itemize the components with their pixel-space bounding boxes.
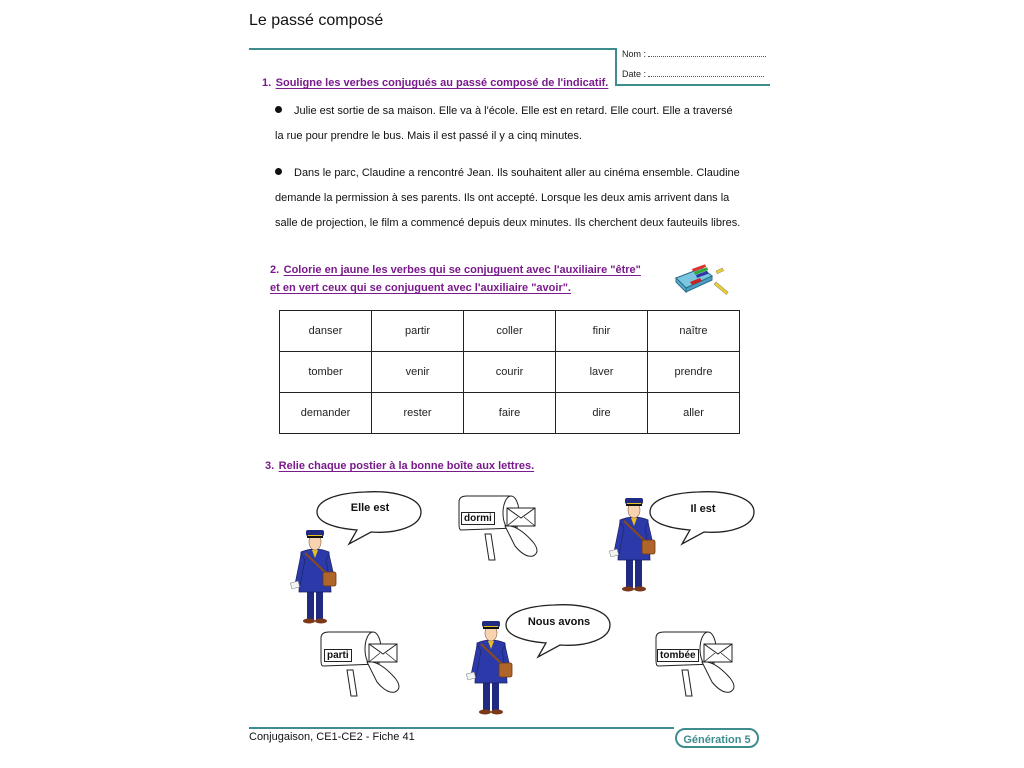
- mailbox[interactable]: [455, 494, 547, 564]
- table-row: [280, 311, 740, 352]
- paragraph-line: demande la permission à ses parents. Ils ont accepté. Lorsque les deux amis arrivent dans la: [275, 192, 730, 204]
- verb-cell[interactable]: venir: [372, 352, 464, 393]
- paragraph-line: la rue pour prendre le bus. Mais il est passé il y a cinq minutes.: [275, 130, 582, 142]
- paragraph-line: salle de projection, le film a commencé depuis deux minutes. Ils cherchent deux fauteuils libres.: [275, 217, 741, 229]
- verb-cell[interactable]: aller: [648, 393, 740, 434]
- name-dotted-line: [648, 48, 766, 57]
- speech-bubble: [648, 490, 758, 546]
- verb-cell[interactable]: naître: [648, 311, 740, 352]
- speech-bubble: [504, 603, 614, 659]
- exercise-1-number: 1.: [262, 77, 272, 89]
- speech-text: Il est: [690, 503, 716, 515]
- header-divider: [249, 48, 617, 50]
- brand-badge: Génération 5: [675, 728, 759, 748]
- speech-bubble: [315, 490, 425, 546]
- paragraph-line: Dans le parc, Claudine a rencontré Jean. Ils souhaitent aller au cinéma ensemble. Claudine: [294, 167, 740, 179]
- date-label: Date :: [622, 69, 647, 79]
- mailbox-icon: [652, 630, 744, 700]
- exercise-2-instruction-line-2: et en vert ceux qui se conjuguent avec l'auxiliaire "avoir".: [270, 282, 571, 294]
- verb-cell[interactable]: prendre: [648, 352, 740, 393]
- header-box-left-border: [615, 48, 617, 86]
- exercise-1-instruction: Souligne les verbes conjugués au passé composé de l'indicatif.: [275, 77, 609, 89]
- footer-divider: [249, 727, 674, 729]
- verb-cell[interactable]: finir: [556, 311, 648, 352]
- exercise-2-instruction-line-1: Colorie en jaune les verbes qui se conjuguent avec l'auxiliaire "être": [283, 264, 641, 276]
- bullet-icon: [275, 168, 282, 175]
- date-dotted-line: [648, 68, 764, 77]
- speech-text: Nous avons: [527, 616, 591, 628]
- speech-bubble-shape: [648, 490, 758, 546]
- bullet-icon: [275, 106, 282, 113]
- paragraph-line: Julie est sortie de sa maison. Elle va à l'école. Elle est en retard. Elle court. Elle a traversé: [294, 105, 733, 117]
- speech-text: Elle est: [350, 502, 390, 514]
- verb-cell[interactable]: demander: [280, 393, 372, 434]
- verb-cell[interactable]: faire: [464, 393, 556, 434]
- exercise-1-paragraph-2: [275, 161, 775, 236]
- verb-cell[interactable]: courir: [464, 352, 556, 393]
- exercise-1-paragraph-1: [275, 99, 775, 149]
- mailbox-label: dormi: [461, 512, 495, 525]
- date-field[interactable]: [622, 68, 764, 79]
- mailbox-label: parti: [324, 649, 352, 662]
- verbs-table: [279, 310, 740, 434]
- name-label: Nom :: [622, 49, 647, 59]
- verb-cell[interactable]: dire: [556, 393, 648, 434]
- exercise-3-heading: [265, 456, 534, 474]
- name-field[interactable]: [622, 48, 766, 59]
- speech-bubble-shape: [504, 603, 614, 659]
- verb-cell[interactable]: danser: [280, 311, 372, 352]
- exercise-2-heading: [270, 260, 641, 296]
- mailbox-icon: [455, 494, 547, 564]
- exercise-1-heading: [262, 73, 608, 91]
- verb-cell[interactable]: coller: [464, 311, 556, 352]
- exercise-2-number: 2.: [270, 264, 280, 276]
- table-row: [280, 352, 740, 393]
- footer-text: Conjugaison, CE1-CE2 - Fiche 41: [249, 731, 415, 743]
- table-row: [280, 393, 740, 434]
- exercise-3-instruction: Relie chaque postier à la bonne boîte aux lettres.: [278, 460, 535, 472]
- verb-cell[interactable]: partir: [372, 311, 464, 352]
- mailbox-label: tombée: [657, 649, 699, 662]
- crayons-icon: [672, 264, 736, 300]
- mailbox[interactable]: [317, 630, 409, 700]
- page-title: Le passé composé: [249, 12, 384, 29]
- exercise-3-number: 3.: [265, 460, 275, 472]
- verb-cell[interactable]: rester: [372, 393, 464, 434]
- verb-cell[interactable]: tomber: [280, 352, 372, 393]
- mailbox[interactable]: [652, 630, 744, 700]
- header-box-bottom-border: [615, 84, 770, 86]
- speech-bubble-shape: [315, 490, 425, 546]
- mailbox-icon: [317, 630, 409, 700]
- verb-cell[interactable]: laver: [556, 352, 648, 393]
